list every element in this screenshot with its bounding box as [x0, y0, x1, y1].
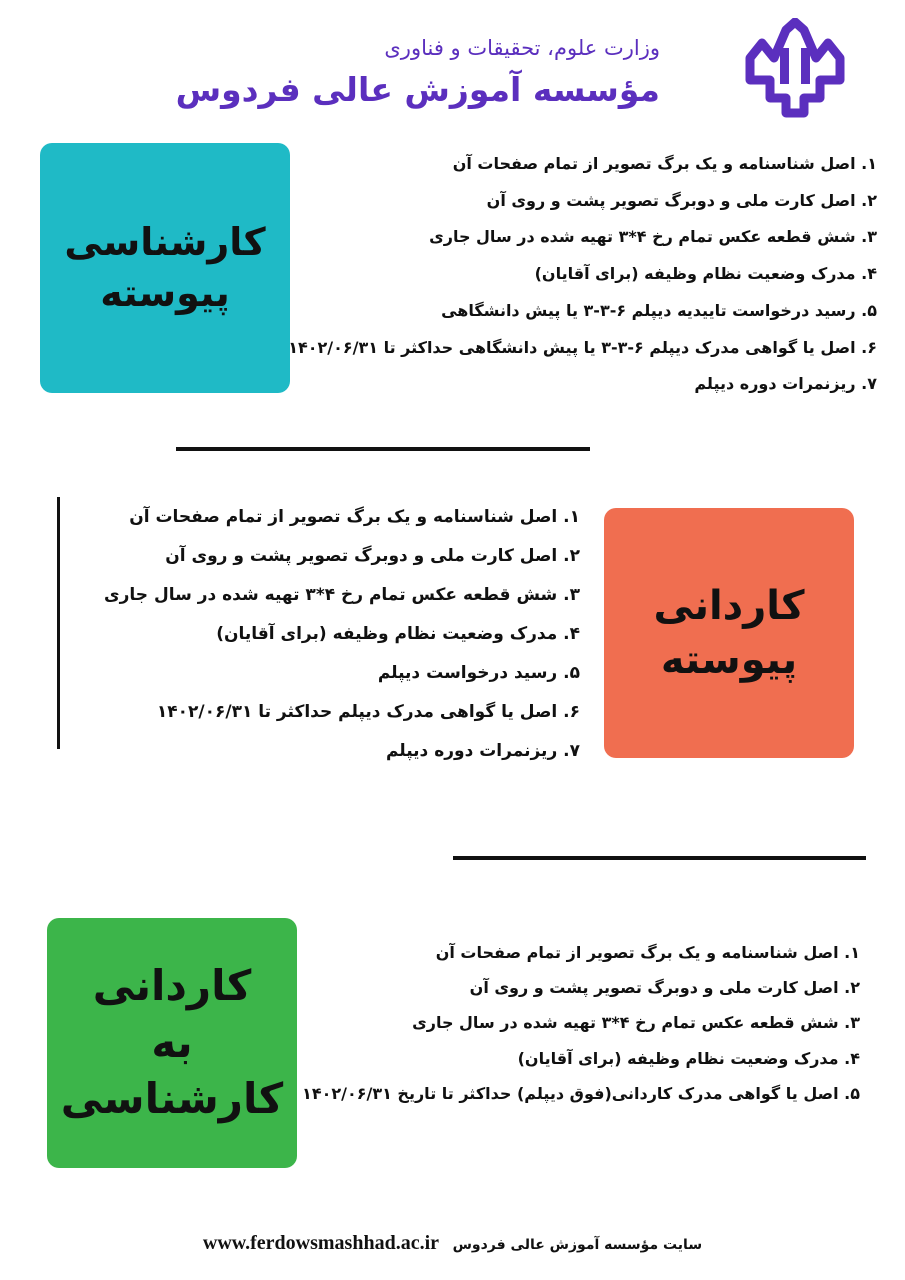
requirement-item: ۲. اصل کارت ملی و دوبرگ تصویر پشت و روی آن	[165, 546, 580, 566]
requirement-item: ۷. ریزنمرات دوره دیپلم	[694, 374, 877, 394]
page-header	[175, 18, 850, 118]
institute-name: مؤسسه آموزش عالی فردوس	[175, 70, 660, 109]
section-divider	[176, 447, 590, 451]
requirement-item: ۳. شش قطعه عکس تمام رخ ۴*۳ تهیه شده در سال جاری	[104, 585, 580, 605]
degree-box-bachelor-continuous	[40, 143, 290, 393]
requirements-list-bachelor-continuous	[288, 146, 877, 403]
requirement-item: ۵. رسید درخواست تاییدیه دیپلم ۶-۳-۳ یا پیش دانشگاهی	[441, 300, 877, 320]
ministry-name: وزارت علوم، تحقیقات و فناوری	[384, 36, 660, 60]
requirement-item: ۵. رسید درخواست دیپلم	[377, 663, 580, 683]
requirements-list-associate-continuous	[104, 498, 580, 771]
requirement-item: ۱. اصل شناسنامه و یک برگ تصویر از تمام صفحات آن	[435, 943, 860, 962]
degree-title-line2: پیوسته	[660, 637, 798, 683]
ferdows-logo-icon	[740, 18, 850, 118]
requirement-item: ۵. اصل یا گواهی مدرک کاردانی(فوق دیپلم) حداکثر تا تاریخ ۱۴۰۲/۰۶/۳۱	[302, 1083, 860, 1103]
degree-title-line1: کارشناسی	[64, 219, 266, 264]
vertical-rule	[57, 497, 60, 749]
requirement-item: ۳. شش قطعه عکس تمام رخ ۴*۳ تهیه شده در سال جاری	[412, 1013, 860, 1033]
degree-box-associate-to-bachelor	[47, 918, 297, 1168]
requirement-item: ۱. اصل شناسنامه و یک برگ تصویر از تمام صفحات آن	[452, 154, 877, 173]
requirement-item: ۳. شش قطعه عکس تمام رخ ۴*۳ تهیه شده در سال جاری	[429, 227, 877, 247]
degree-title-line1: کاردانی	[92, 960, 252, 1010]
page-footer	[0, 1232, 905, 1255]
requirement-item: ۶. اصل یا گواهی مدرک دیپلم ۶-۳-۳ یا پیش دانشگاهی حداکثر تا ۱۴۰۲/۰۶/۳۱	[288, 337, 877, 357]
requirement-item: ۴. مدرک وضعیت نظام وظیفه (برای آقایان)	[534, 264, 877, 284]
requirement-item: ۲. اصل کارت ملی و دوبرگ تصویر پشت و روی آن	[469, 978, 860, 998]
requirement-item: ۶. اصل یا گواهی مدرک دیپلم حداکثر تا ۱۴۰۲/۰۶/۳۱	[156, 702, 580, 722]
degree-box-associate-continuous	[604, 508, 854, 758]
requirement-item: ۴. مدرک وضعیت نظام وظیفه (برای آقایان)	[216, 624, 580, 644]
requirement-item: ۴. مدرک وضعیت نظام وظیفه (برای آقایان)	[517, 1048, 860, 1068]
requirement-item: ۱. اصل شناسنامه و یک برگ تصویر از تمام صفحات آن	[129, 507, 580, 527]
website-label: سایت مؤسسه آموزش عالی فردوس	[452, 1237, 703, 1253]
requirement-item: ۷. ریزنمرات دوره دیپلم	[385, 741, 580, 761]
degree-title-line2: پیوسته	[100, 271, 230, 315]
website-url: www.ferdowsmashhad.ac.ir	[202, 1232, 440, 1254]
section-divider	[453, 856, 866, 860]
requirement-item: ۲. اصل کارت ملی و دوبرگ تصویر پشت و روی آن	[486, 190, 877, 210]
requirements-list-associate-to-bachelor	[302, 935, 860, 1111]
degree-title-line2: به کارشناسی	[60, 1017, 284, 1124]
degree-title-line1: کاردانی	[653, 583, 805, 629]
